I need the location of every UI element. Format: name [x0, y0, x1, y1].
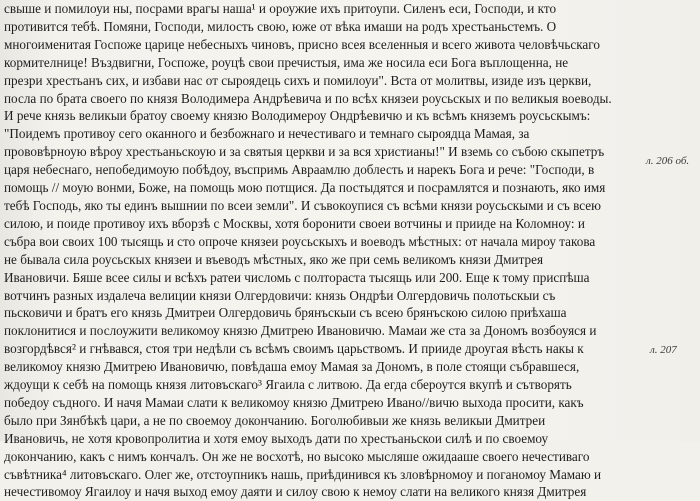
text-line: свыше и помилоуи ны, посрами врагы наша¹ и ороужие ихъ притоупи. Силенъ еси, Господи, и кто: [4, 1, 557, 16]
text-line: прововѣрноую вѣроу хрестьаньскоую и за святыя церкви и за вся христианы!" И вземь со събою скыпетръ: [4, 144, 605, 160]
text-line: великомоу князю Дмитрею Ивановичю, повѣдаша емоу Мамая за Дономъ, в поле стоящи събравшеся,: [4, 359, 580, 375]
text-line: противится тебѣ. Помяни, Господи, милость свою, юже от вѣка имаши на родъ хрестьаньстемъ. О: [4, 18, 557, 34]
text-line: докончанию, какъ с нимъ кончалъ. Он же не восхотѣ, но высоко мысляше ожидааше своего нечестиваго: [4, 448, 590, 464]
margin-folio-note: л. 206 об.: [646, 155, 690, 167]
text-line: И рече князь великыи братоу своему князю Володимероу Ондрѣевичю и къ всѣмъ княземъ роусьскымъ:: [4, 108, 591, 124]
text-line: посла по брата своего по князя Володимера Андрѣевича и по всѣх князеи роусьскых и по великыя воеводы.: [4, 90, 612, 106]
text-line: силою, и поиде противоу ихъ вборзѣ с Москвы, хотя боронити своеи вотчины и прииде на Коломноу: и: [4, 215, 585, 231]
text-line: многоименитая Госпоже царице небесныхъ чиновъ, присно всея вселенныя и всего живота человѣчьскаго: [4, 36, 600, 52]
text-line: царя небеснаго, непобедимоую побѣдоу, въспримь Авраамлю доблесть и нарекъ Бога и рече: "Господи, в: [4, 162, 595, 178]
text-line: пьсковичи и братъ его князь Дмитреи Олгердовичь брянъскыи съ всею брянъскою силою приѣхаша: [4, 305, 567, 321]
text-line: не бывала сила роусьскых князеи и въеводъ мѣстных, яко же при семь великомъ князи Дмитрея: [4, 251, 544, 267]
body-text: [4, 0, 634, 501]
margin-folio-note: л. 207: [650, 344, 677, 356]
text-line: кормителнице! Въздвигни, Госпоже, роуцѣ свои пречистыя, има же носила еси Бога въплощенна, не: [4, 54, 569, 70]
text-line: поклонитися и послоужити великомоу князю Дмитрею Ивановичю. Мамаи же ста за Дономъ возбоуяся и: [4, 323, 597, 339]
text-line: съвѣтника⁴ литовъскаго. Олег же, отстоупникъ нашь, приѣдинився къ зловѣрномоу и поганомоу Мамаю и: [4, 466, 602, 482]
text-line: тебѣ Господь, яко ты единъ вышнии по всеи земли". И съвокоупися съ всѣми князи роусьскыми и съ всею: [4, 197, 601, 213]
text-line: "Поидемъ противоу сего оканного и безбожнаго и нечестиваго и темнаго сыроядца Мамая, за: [4, 126, 530, 142]
text-line: победоу съдного. И начя Мамаи слати к великомоу князю Дмитрею Ивано//вичю выхода просити, какъ: [4, 394, 584, 410]
text-line: ждоущи к себѣ на помощь князя литовъскаго³ Ягаила с литвою. Да егда сбероутся вкупѣ и сътворять: [4, 377, 572, 393]
text-line: было при Зянбѣкѣ цари, а не по своемоу докончанию. Боголюбивыи же князь великыи Дмитреи: [4, 412, 546, 428]
text-line: возгордѣвся² и гнѣвався, стоя три недѣли съ всѣмъ своимъ царьствомъ. И прииде дроугая вѣсть накы к: [4, 341, 584, 357]
text-line: събра вои своих 100 тысящь и сто опроче князеи роусьскыхъ и воеводъ мѣстных: от начала мироу такова: [4, 233, 596, 249]
text-line: вотчинъ разных издалеча велиции князи Олгердовичи: князь Ондрѣи Олгердовичь полотьскыи съ: [4, 287, 556, 303]
text-line: помощь // моую вонми, Боже, на помощь мою потщися. Да постыдятся и посрамлятся и познають, яко имя: [4, 180, 606, 196]
text-line: презри хрестьанъ сих, и избави нас от сыроядець сихъ и помилоуи". Вста от молитвы, изиде изъ церкви,: [4, 72, 592, 88]
text-line: нечестивомоу Ягаилоу и начя выход емоу даяти и силоу свою к немоу слати на великого князя Дмитрея: [4, 484, 587, 500]
text-line: Ивановичи. Бяше всее силы и всѣхъ ратеи числомь с полтораста тысящь или 200. Еще к тому приспѣша: [4, 269, 590, 285]
text-line: Ивановичь, не хотя кровопролитиа и хотя емоу выходъ дати по хрестьаньскои силѣ и по своемоу: [4, 430, 549, 446]
